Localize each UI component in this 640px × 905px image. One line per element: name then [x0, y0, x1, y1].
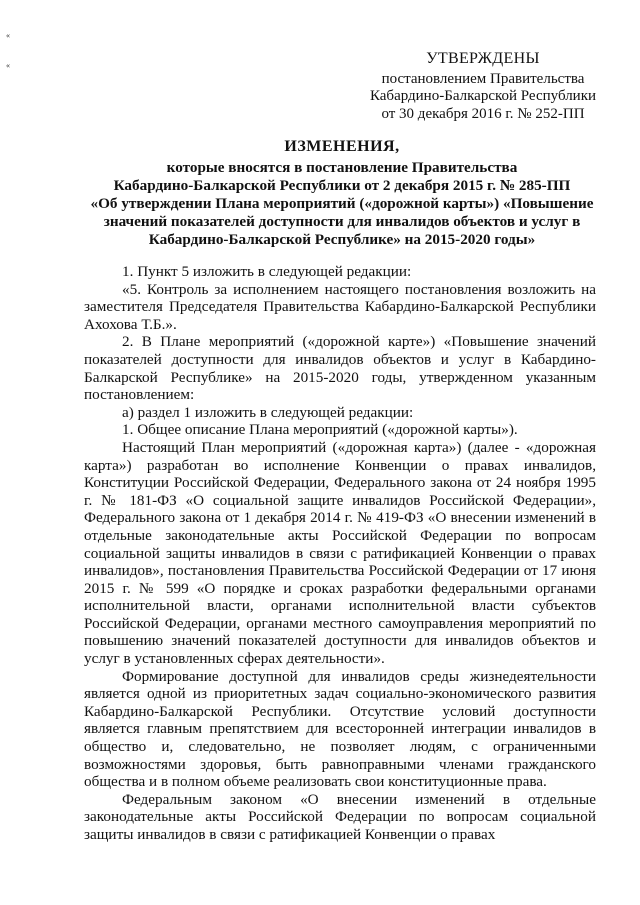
heading-line: «Об утверждении Плана мероприятий («дорожной карты») «Повышение: [90, 195, 594, 212]
heading-line: Кабардино-Балкарской Республики от 2 декабря 2015 г. № 285-ПП: [113, 177, 571, 194]
paragraph: Настоящий План мероприятий («дорожная карта») (далее - «дорожная карта») разработан во исполнение Конвенции о правах инвалидов, Конституции Российской Федерации, Федерального закона от 24 ноября 1995 г. № 181-ФЗ «О социальной защите инвалидов Российской Федерации», Федерального закона от 1 декабря 2014 г. № 419-ФЗ «О внесении изменений в отдельные законодательные акты Российской Федерации по вопросам социальной защиты инвалидов в связи с ратификацией Конвенции о правах инвалидов», постановления Правительства Российской Федерации от 17 июня 2015 г. № 599 «О порядке и сроках разработки федеральными органами исполнительной власти, органами исполнительной власти субъектов Российской Федерации, органами местного самоуправления мероприятий по повышению значений показателей доступности для инвалидов объектов и услуг в установленных сферах деятельности».: [84, 438, 596, 668]
approval-block: [368, 50, 598, 123]
paragraph: 1. Пункт 5 изложить в следующей редакции:: [122, 263, 412, 280]
approval-line: от 30 декабря 2016 г. № 252-ПП: [381, 105, 585, 122]
heading-line: значений показателей доступности для инвалидов объектов и услуг в: [103, 213, 581, 230]
approval-line: постановлением Правительства: [381, 70, 585, 87]
paragraph: 2. В Плане мероприятий («дорожной карте») «Повышение значений показателей доступности для инвалидов объектов и услуг в Кабардино-Балкарской Республике» на 2015-2020 годы, утвержденном указанным постановлением:: [84, 333, 596, 404]
margin-mark: «: [6, 61, 10, 70]
approval-title: УТВЕРЖДЕНЫ: [426, 50, 540, 67]
document-heading: [82, 138, 602, 249]
paragraph: Федеральным законом «О внесении изменений в отдельные законодательные акты Российской Федерации по вопросам социальной защиты инвалидов в связи с ратификацией Конвенции о правах: [84, 790, 596, 843]
document-body: [84, 263, 596, 844]
heading-line: Кабардино-Балкарской Республике» на 2015-2020 годы»: [148, 231, 536, 248]
paragraph: Формирование доступной для инвалидов среды жизнедеятельности является одной из приоритетных задач социально-экономического развития Кабардино-Балкарской Республики. Отсутствие условий доступности является главным препятствием для всесторонней интеграции инвалидов в общество и, следовательно, не позволяет людям, с ограниченными возможностями здоровья, быть равноправными членами гражданского общества и в полном объеме реализовать свои конституционные права.: [84, 667, 596, 791]
paragraph: а) раздел 1 изложить в следующей редакции:: [122, 403, 414, 421]
heading-title: ИЗМЕНЕНИЯ,: [284, 138, 400, 155]
margin-mark: «: [6, 31, 10, 40]
heading-line: которые вносятся в постановление Правительства: [166, 159, 518, 176]
approval-line: Кабардино-Балкарской Республики: [369, 88, 597, 104]
paragraph: 1. Общее описание Плана мероприятий («дорожной карты»).: [122, 421, 518, 439]
paragraph: «5. Контроль за исполнением настоящего постановления возложить на заместителя Председателя Правительства Кабардино-Балкарской Республики Ахохова Т.Б.».: [84, 280, 596, 333]
